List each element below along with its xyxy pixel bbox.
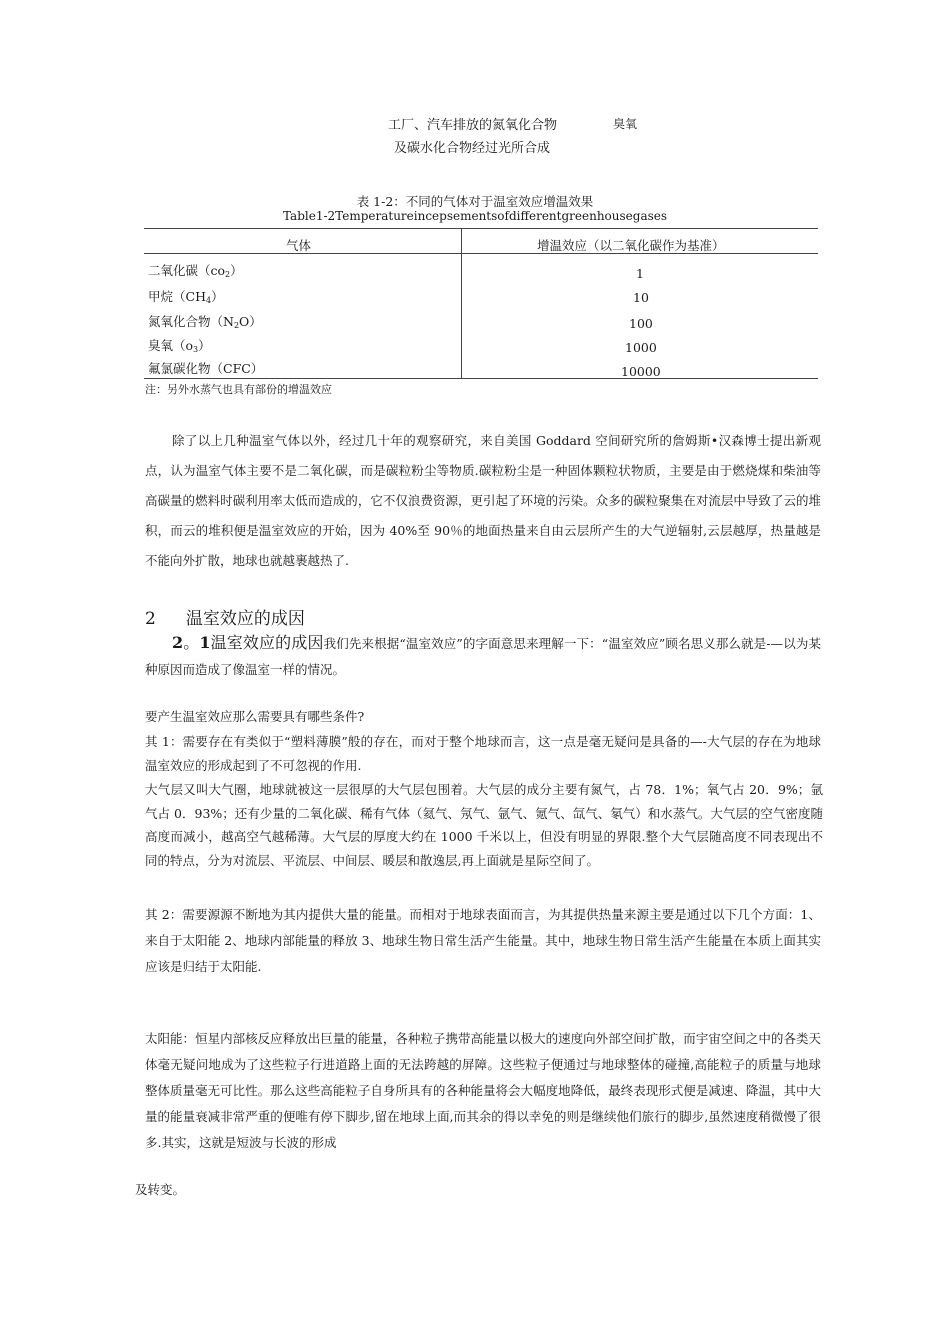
condition-2: 其 2：需要源源不断地为其内提供大量的能量。而相对于地球表面而言，为其提供热量来源主要是通过以下几个方面：1、来自于太阳能 2、地球内部能量的释放 3、地球生物日常生活产生能量。其中，地球生物日常生活产生能量在本质上面其实应该是归结于太阳能. (145, 907, 821, 974)
section-number: 2 (145, 609, 156, 629)
table-title-en: Table1-2Temperatureincepsementsofdifferentgreenhousegases (282, 209, 668, 223)
figure-label-ozone: 臭氧 (613, 117, 638, 131)
table-top-rule (144, 228, 818, 229)
section-title: 温室效应的成因 (185, 609, 305, 629)
table-row-value: 100 (629, 316, 653, 331)
table-column-divider (461, 228, 462, 379)
table-row-gas: 氟氯碳化物（CFC） (148, 361, 264, 376)
table-row-value: 10000 (621, 364, 661, 379)
subsection-title: 温室效应的成因 (210, 633, 324, 652)
atmosphere-paragraph: 大气层又叫大气圈，地球就被这一层很厚的大气层包围着。大气层的成分主要有氮气，占 78．1%；氧气占 20．9%；氩气占 0．93%；还有少量的二氧化碳、稀有气体（氦气、氖气、氩气、氪气、氙气、氡气）和水蒸气。大气层的空气密度随高度而减小，越高空气越稀薄。大气层的厚度大约在 1000 千米以上，但没有明显的界限.整个大气层随高度不同表现出不同的特点，分为对流层、平流层、中间层、暖层和散逸层,再上面就是星际空间了。 (145, 782, 823, 868)
table-row-gas: 氮氧化合物$(N_2O)$ (148, 314, 262, 330)
table-row-gas: 臭氧$(o_3)$ (148, 338, 211, 354)
solar-energy-paragraph: 太阳能：恒星内部核反应释放出巨量的能量，各种粒子携带高能量以极大的速度向外部空间扩散，而宇宙空间之中的各类天体毫无疑问地成为了这些粒子行进道路上面的无法跨越的屏障。这些粒子便通过与地球整体的碰撞,高能粒子的质量与地球整体质量毫无可比性。那么这些高能粒子自身所具有的各种能量将会大幅度地降低，最终表现形式便是减速、降温，其中大量的能量衰减非常严重的便唯有停下脚步,留在地球上面,而其余的得以幸免的则是继续他们旅行的脚步,虽然速度稍微慢了很多.其实，这就是短波与长波的形成 (145, 1031, 821, 1150)
table-title-cn: 表 1-2：不同的气体对于温室效应增温效果 (356, 194, 594, 209)
condition-1: 其 1：需要存在有类似于“塑料薄膜”般的存在，而对于整个地球而言，这一点是毫无疑问是具备的—-大气层的存在为地球温室效应的形成起到了不可忽视的作用. (145, 734, 821, 773)
figure-caption-line2: 及碳水化合物经过光所合成 (394, 141, 551, 156)
table-row-gas: 二氧化碳$(co_2)$ (148, 263, 243, 279)
subsection-paragraph: 2。1温室效应的成因我们先来根据“温室效应”的字面意思来理解一下：“温室效应”顾名思义那么就是-—以为某种原因而造成了像温室一样的情况。 (145, 633, 821, 677)
table-bottom-rule (144, 378, 818, 379)
table-row-value: 1 (636, 266, 644, 281)
table-row-gas: 甲烷$(CH_4)$ (148, 289, 224, 305)
table-header-gas: 气体 (286, 238, 312, 253)
table-row-value: 1000 (625, 340, 657, 355)
paragraph-tail: 及转变。 (135, 1182, 186, 1197)
subsection-number: 2 (172, 633, 184, 652)
table-note: 注：另外水蒸气也具有部份的增温效应 (145, 383, 332, 396)
section-heading (145, 604, 305, 629)
paragraph-carbon-dust: 除了以上几种温室气体以外，经过几十年的观察研究，来自美国 Goddard 空间研究所的詹姆斯•汉森博士提出新观点，认为温室气体主要不是二氧化碳，而是碳粒粉尘等物质.碳粒粉尘是一种固体颗粒状物质，主要是由于燃烧煤和柴油等高碳量的燃料时碳利用率太低而造成的，它不仅浪费资源，更引起了环境的污染。众多的碳粒聚集在对流层中导致了云的堆积，而云的堆积便是温室效应的开始，因为 40%至 90％的地面热量来自由云层所产生的大气逆辐射,云层越厚，热量越是不能向外扩散，地球也就越裹越热了. (145, 433, 821, 568)
figure-caption-line1: 工厂、汽车排放的氮氧化合物 (388, 118, 558, 133)
question-line: 要产生温室效应那么需要具有哪些条件? (145, 709, 365, 724)
table-header-effect: 增温效应（以二氧化碳作为基准） (537, 238, 725, 253)
table-row-value: 10 (633, 290, 649, 305)
